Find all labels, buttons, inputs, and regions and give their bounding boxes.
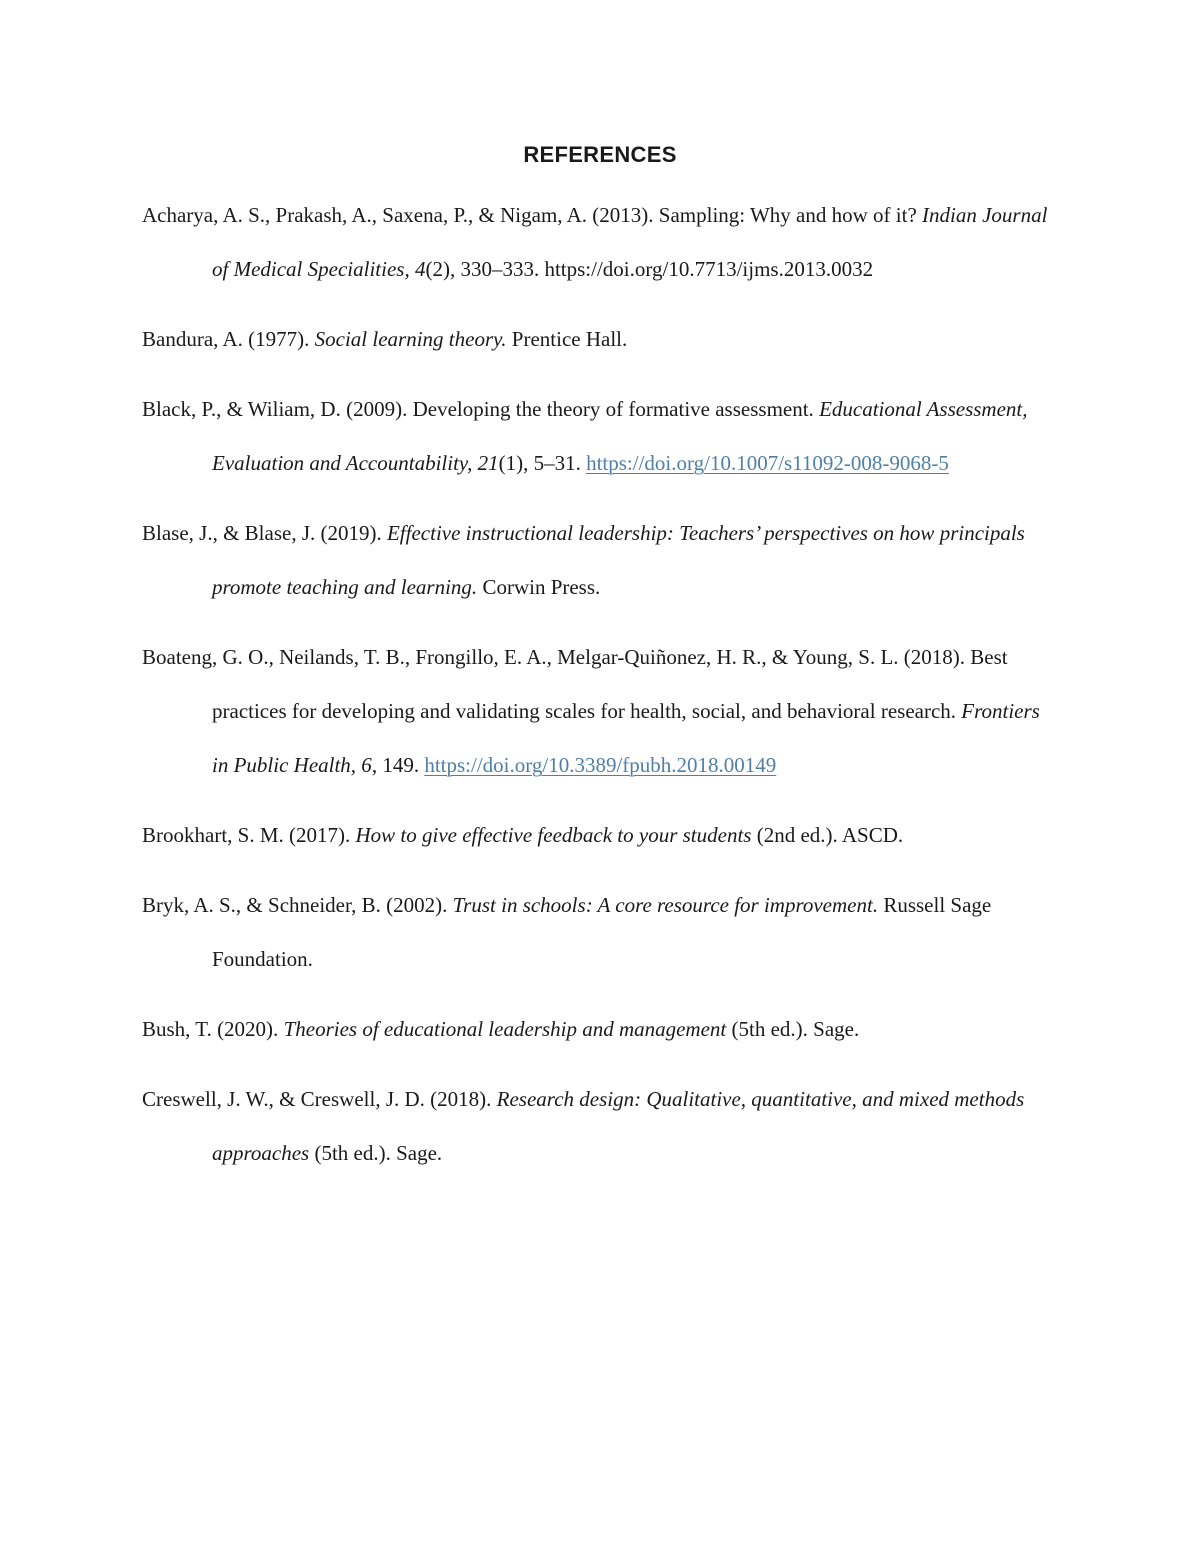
reference-publisher: (5th ed.). Sage. — [726, 1017, 860, 1041]
reference-text: Acharya, A. S., Prakash, A., Saxena, P., & Nigam, A. (2013). Sampling: Why and how of it? — [142, 203, 923, 227]
doi-link[interactable]: https://doi.org/10.1007/s11092-008-9068-5 — [586, 451, 949, 475]
reference-title: How to give effective feedback to your students — [355, 823, 752, 847]
reference-publisher: Prentice Hall. — [506, 327, 628, 351]
reference-brookhart-2017 — [142, 808, 1052, 862]
reference-text: Creswell, J. W., & Creswell, J. D. (2018). — [142, 1087, 497, 1111]
reference-text: Blase, J., & Blase, J. (2019). — [142, 521, 387, 545]
reference-publisher: (5th ed.). Sage. — [309, 1141, 443, 1165]
reference-bandura-1977 — [142, 312, 1052, 366]
reference-creswell-2018 — [142, 1072, 1052, 1180]
reference-journal: Educational Assessment, Evaluation and Accountability, 21 — [212, 397, 1028, 475]
reference-black-2009 — [142, 382, 1052, 490]
reference-doi: https://doi.org/10.7713/ijms.2013.0032 — [544, 257, 874, 281]
page-title: REFERENCES — [523, 142, 677, 167]
reference-journal: Frontiers in Public Health, 6 — [212, 699, 1040, 777]
reference-issue: (1), 5–31. — [498, 451, 587, 475]
reference-text: Boateng, G. O., Neilands, T. B., Frongillo, E. A., Melgar-Quiñonez, H. R., & Young, S. L. (2018). Best practices for developing and validating scales for health, social, and behavioral research. — [142, 645, 1008, 723]
reference-acharya-2013 — [142, 188, 1052, 296]
reference-text: Brookhart, S. M. (2017). — [142, 823, 356, 847]
reference-boateng-2018 — [142, 630, 1052, 792]
reference-journal: Indian Journal of Medical Specialities, 4 — [212, 203, 1048, 281]
reference-issue: , 149. — [371, 753, 425, 777]
reference-blase-2019 — [142, 506, 1052, 614]
reference-text: Bush, T. (2020). — [142, 1017, 284, 1041]
doi-link[interactable]: https://doi.org/10.3389/fpubh.2018.00149 — [424, 753, 777, 777]
reference-issue: (2), 330–333. — [425, 257, 545, 281]
reference-publisher: (2nd ed.). ASCD. — [751, 823, 904, 847]
reference-title: Research design: Qualitative, quantitative, and mixed methods approaches — [212, 1087, 1025, 1165]
reference-title: Effective instructional leadership: Teachers’ perspectives on how principals promote teaching and learning. — [212, 521, 1025, 599]
reference-title: Theories of educational leadership and management — [283, 1017, 727, 1041]
reference-publisher: Russell Sage Foundation. — [212, 893, 992, 971]
reference-text: Bryk, A. S., & Schneider, B. (2002). — [142, 893, 453, 917]
reference-text: Bandura, A. (1977). — [142, 327, 315, 351]
reference-publisher: Corwin Press. — [477, 575, 601, 599]
reference-list — [142, 188, 1052, 1196]
reference-bush-2020 — [142, 1002, 1052, 1056]
reference-bryk-2002 — [142, 878, 1052, 986]
reference-title: Trust in schools: A core resource for improvement. — [452, 893, 879, 917]
reference-title: Social learning theory. — [314, 327, 507, 351]
reference-text: Black, P., & Wiliam, D. (2009). Developing the theory of formative assessment. — [142, 397, 820, 421]
